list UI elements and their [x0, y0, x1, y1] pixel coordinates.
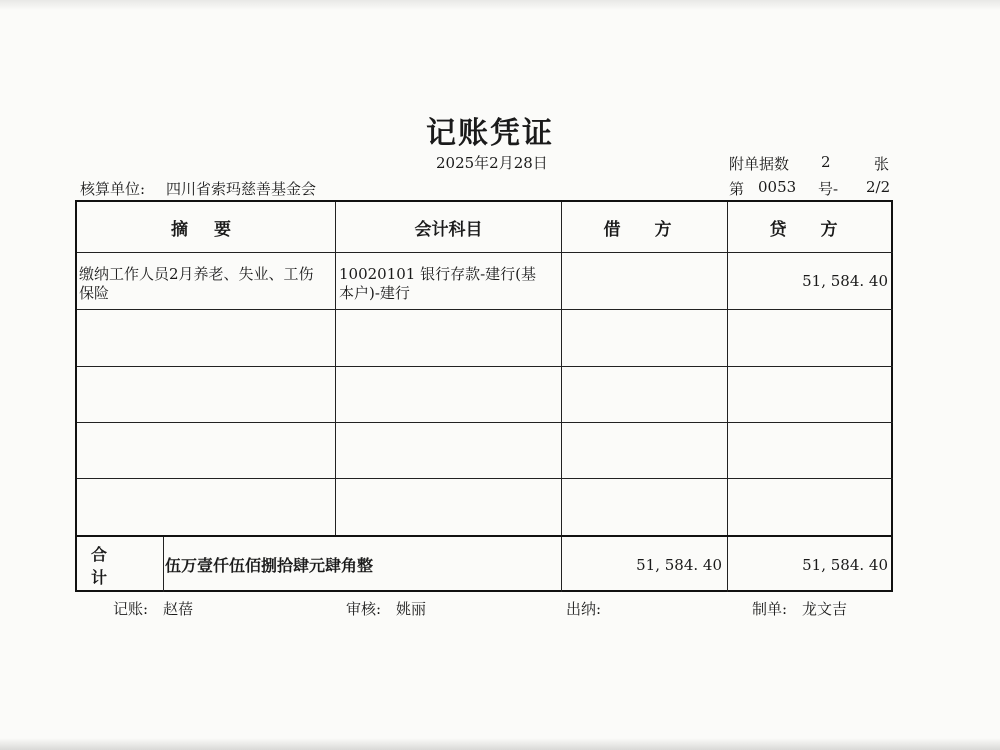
- voucher-table: [75, 200, 893, 592]
- header-credit: 贷 方: [769, 219, 852, 240]
- entry-summary-line2: 保险: [79, 284, 110, 302]
- total-amount-in-words: 伍万壹仟伍佰捌拾肆元肆角整: [165, 556, 374, 575]
- preparer-label: 制单:: [752, 600, 788, 618]
- bookkeeper-name: 赵蓓: [163, 600, 194, 618]
- preparer-name: 龙文吉: [802, 600, 848, 618]
- voucher-date: 2025年2月28日: [436, 154, 548, 172]
- total-credit: 51, 584. 40: [802, 555, 888, 574]
- entry-account-line2: 本户)-建行: [339, 284, 410, 302]
- row-divider-1: [77, 309, 893, 310]
- unit-name: 四川省索玛慈善基金会: [166, 180, 317, 198]
- reviewer-name: 姚丽: [396, 600, 427, 618]
- entry-account-line1: 10020101 银行存款-建行(基: [339, 265, 537, 283]
- header-debit: 借 方: [603, 219, 686, 240]
- unit-label: 核算单位:: [80, 180, 146, 198]
- entry-account: [339, 265, 559, 303]
- col-divider-2: [561, 202, 562, 592]
- total-label: 合 计: [91, 544, 122, 587]
- voucher-title: 记账凭证: [426, 116, 554, 151]
- row-divider-2: [77, 366, 893, 367]
- attachments-label: 附单据数: [729, 155, 790, 173]
- row-divider-4: [77, 478, 893, 479]
- voucher-no-prefix: 第: [729, 180, 745, 198]
- voucher-page: 2/2: [866, 178, 891, 196]
- entry-summary-line1: 缴纳工作人员2月养老、失业、工伤: [79, 265, 314, 283]
- cashier-label: 出纳:: [566, 600, 602, 618]
- col-divider-3: [727, 202, 728, 592]
- attachments-count: 2: [821, 153, 831, 171]
- row-divider-3: [77, 422, 893, 423]
- bookkeeper-label: 记账:: [113, 600, 149, 618]
- scan-shadow-top: [0, 0, 1000, 10]
- row-divider-header: [77, 252, 893, 253]
- total-label-divider: [163, 537, 164, 592]
- entry-summary: [79, 265, 333, 303]
- scan-shadow-bottom: [0, 738, 1000, 750]
- voucher-no-suffix: 号-: [818, 180, 839, 198]
- reviewer-label: 审核:: [346, 600, 382, 618]
- entry-credit: 51, 584. 40: [802, 272, 888, 290]
- attachments-unit: 张: [874, 155, 890, 173]
- total-debit: 51, 584. 40: [636, 555, 722, 574]
- header-account: 会计科目: [414, 219, 483, 240]
- header-summary: 摘 要: [171, 219, 241, 240]
- voucher-number: 0053: [758, 178, 797, 196]
